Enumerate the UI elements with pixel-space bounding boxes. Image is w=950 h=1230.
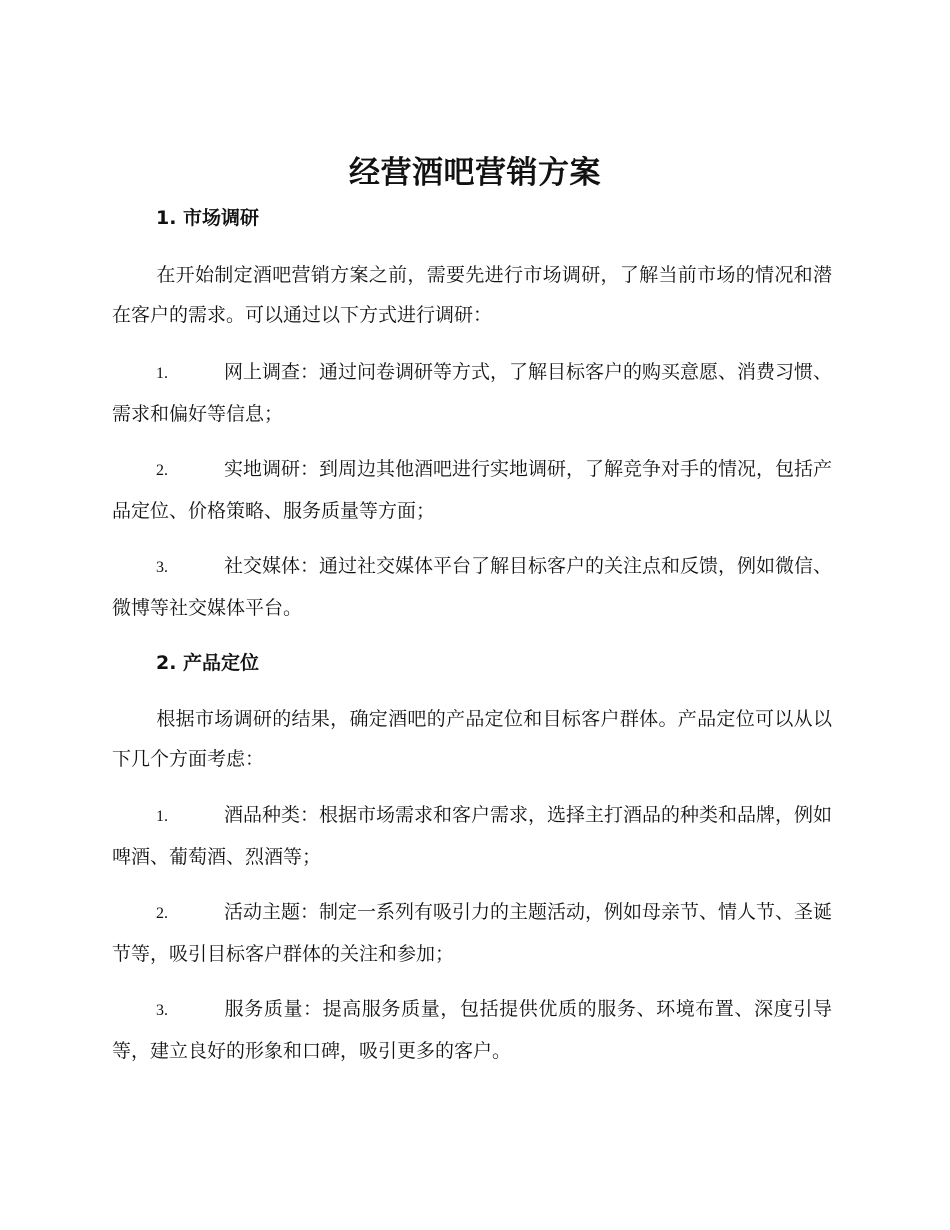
list-item-number: 3. bbox=[156, 559, 168, 576]
intro-text: 根据市场调研的结果，确定酒吧的产品定位和目标客户群体。产品定位可以从以下几个方面考虑： bbox=[112, 708, 832, 770]
list-item bbox=[112, 449, 832, 531]
list-item-text: 社交媒体：通过社交媒体平台了解目标客户的关注点和反馈，例如微信、微博等社交媒体平台。 bbox=[112, 555, 833, 619]
section-heading-product-positioning: 2. 产品定位 bbox=[156, 652, 260, 674]
list-item-text: 酒品种类：根据市场需求和客户需求，选择主打酒品的种类和品牌，例如啤酒、葡萄酒、烈酒等； bbox=[112, 804, 833, 868]
list-item bbox=[112, 546, 832, 628]
section-intro-product-positioning bbox=[112, 699, 832, 779]
list-item bbox=[112, 989, 832, 1071]
list-item bbox=[112, 352, 832, 434]
list-item-text: 活动主题：制定一系列有吸引力的主题活动，例如母亲节、情人节、圣诞节等，吸引目标客户群体的关注和参加； bbox=[112, 901, 833, 965]
list-item bbox=[112, 892, 832, 974]
list-item bbox=[112, 795, 832, 877]
list-item-number: 1. bbox=[156, 808, 168, 825]
section-intro-market-research bbox=[112, 255, 832, 335]
section-heading-market-research: 1. 市场调研 bbox=[156, 207, 260, 229]
document-title: 经营酒吧营销方案 bbox=[349, 155, 601, 191]
list-item-number: 3. bbox=[156, 1002, 168, 1019]
list-item-text: 实地调研：到周边其他酒吧进行实地调研，了解竞争对手的情况，包括产品定位、价格策略、服务质量等方面； bbox=[112, 458, 833, 522]
list-item-number: 2. bbox=[156, 905, 168, 922]
list-item-number: 2. bbox=[156, 462, 168, 479]
list-item-text: 服务质量：提高服务质量，包括提供优质的服务、环境布置、深度引导等，建立良好的形象和口碑，吸引更多的客户。 bbox=[112, 998, 832, 1062]
list-item-number: 1. bbox=[156, 365, 168, 382]
list-item-text: 网上调查：通过问卷调研等方式，了解目标客户的购买意愿、消费习惯、需求和偏好等信息； bbox=[112, 361, 833, 425]
intro-text: 在开始制定酒吧营销方案之前，需要先进行市场调研，了解当前市场的情况和潜在客户的需求。可以通过以下方式进行调研： bbox=[112, 264, 832, 326]
